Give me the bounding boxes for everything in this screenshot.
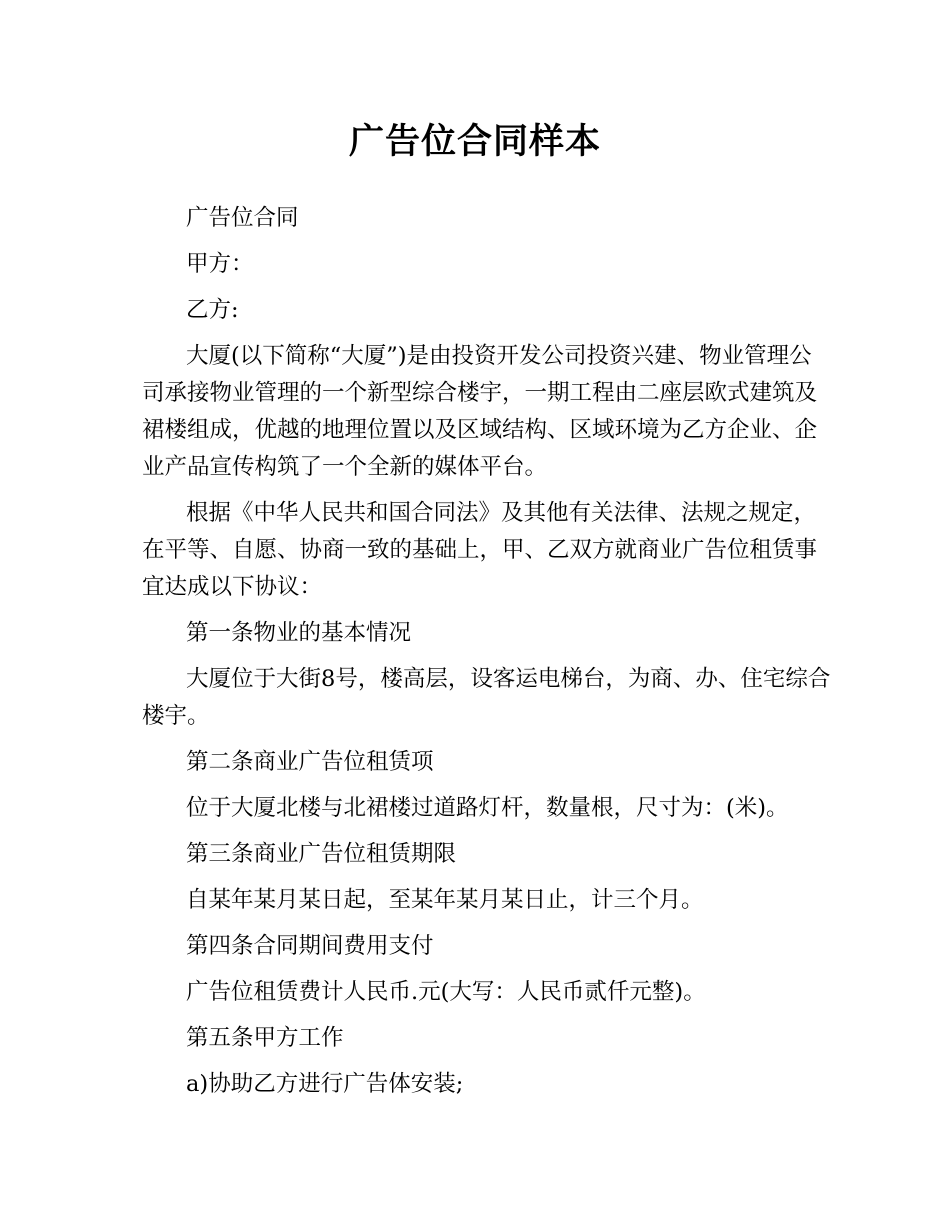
- document-body: [142, 200, 832, 1112]
- article-3-body: 自某年某月某日起，至某年某月某日止，计三个月。: [186, 887, 704, 913]
- document-title: 广告位合同样本: [348, 122, 601, 162]
- paragraph-contract-heading: 广告位合同: [186, 205, 299, 231]
- paragraph-intro: 大厦(以下简称“大厦”)是由投资开发公司投资兴建、物业管理公司承接物业管理的一个新型综合楼宇，一期工程由二座层欧式建筑及裙楼组成，优越的地理位置以及区域结构、区域环境为乙方企业、企业产品宣传构筑了一个全新的媒体平台。: [142, 343, 818, 480]
- paragraph-party-a: 甲方：: [186, 251, 254, 277]
- article-5-heading: 第五条甲方工作: [186, 1025, 344, 1051]
- article-4-heading: 第四条合同期间费用支付: [186, 933, 434, 959]
- article-2-heading: 第二条商业广告位租赁项: [186, 749, 434, 775]
- paragraph-legal-basis: 根据《中华人民共和国合同法》及其他有关法律、法规之规定，在平等、自愿、协商一致的基础上，甲、乙双方就商业广告位租赁事宜达成以下协议：: [142, 500, 818, 600]
- article-1-body: 大厦位于大街8号，楼高层，设客运电梯台，为商、办、住宅综合楼宇。: [142, 666, 831, 729]
- article-5-item-a: a)协助乙方进行广告体安装;: [186, 1071, 464, 1097]
- paragraph-party-b: 乙方:: [186, 297, 239, 323]
- article-4-body: 广告位租赁费计人民币.元(大写：人民币贰仟元整)。: [186, 979, 706, 1005]
- article-3-heading: 第三条商业广告位租赁期限: [186, 841, 457, 867]
- article-2-body: 位于大厦北楼与北裙楼过道路灯杆，数量根，尺寸为：(米)。: [186, 795, 789, 821]
- article-1-heading: 第一条物业的基本情况: [186, 620, 412, 646]
